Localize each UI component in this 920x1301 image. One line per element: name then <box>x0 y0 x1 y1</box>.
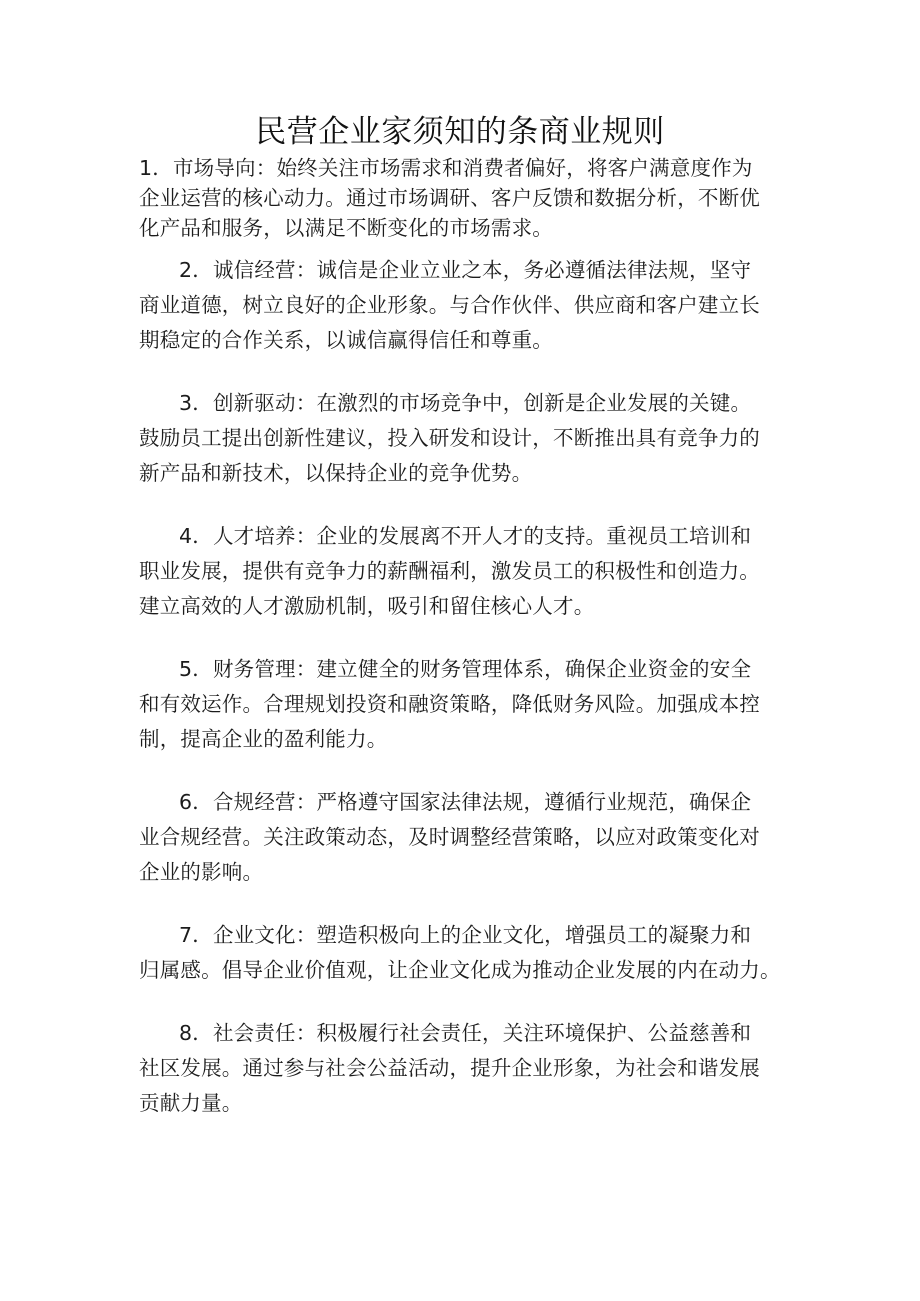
rule-7-line-2: 归属感。倡导企业价值观，让企业文化成为推动企业发展的内在动力。 <box>139 958 781 982</box>
rule-2-paragraph <box>139 253 789 358</box>
rule-3-line-1: 3．创新驱动：在激烈的市场竞争中，创新是企业发展的关键。 <box>179 391 752 415</box>
document-title: 民营企业家须知的条商业规则 <box>255 114 665 150</box>
rule-8-paragraph <box>139 1016 789 1121</box>
rule-1-paragraph <box>139 153 789 243</box>
rule-8-line-2: 社区发展。通过参与社会公益活动，提升企业形象，为社会和谐发展 <box>139 1056 760 1080</box>
rule-4-line-2: 职业发展，提供有竞争力的薪酬福利，激发员工的积极性和创造力。 <box>139 559 760 583</box>
rule-5-paragraph <box>139 652 789 757</box>
rule-3-line-3: 新产品和新技术，以保持企业的竞争优势。 <box>139 461 533 485</box>
rule-7-line-1: 7．企业文化：塑造积极向上的企业文化，增强员工的凝聚力和 <box>179 923 752 947</box>
rule-5-line-3: 制，提高企业的盈利能力。 <box>139 727 388 751</box>
rule-6-line-1: 6．合规经营：严格遵守国家法律法规，遵循行业规范，确保企 <box>179 790 752 814</box>
rule-4-line-3: 建立高效的人才激励机制，吸引和留住核心人才。 <box>139 594 595 618</box>
rule-6-line-3: 企业的影响。 <box>139 860 264 884</box>
rule-5-line-2: 和有效运作。合理规划投资和融资策略，降低财务风险。加强成本控 <box>139 692 760 716</box>
rule-1-line-3: 化产品和服务，以满足不断变化的市场需求。 <box>139 216 553 240</box>
rule-2-line-3: 期稳定的合作关系，以诚信赢得信任和尊重。 <box>139 328 553 352</box>
rule-2-line-2: 商业道德，树立良好的企业形象。与合作伙伴、供应商和客户建立长 <box>139 293 760 317</box>
rule-4-paragraph <box>139 519 789 624</box>
rule-6-paragraph <box>139 785 789 890</box>
rule-8-line-3: 贡献力量。 <box>139 1091 243 1115</box>
rule-1-line-2: 企业运营的核心动力。通过市场调研、客户反馈和数据分析，不断优 <box>139 186 760 210</box>
rule-1-line-1: 1．市场导向：始终关注市场需求和消费者偏好，将客户满意度作为 <box>139 156 753 180</box>
rule-3-line-2: 鼓励员工提出创新性建议，投入研发和设计，不断推出具有竞争力的 <box>139 426 760 450</box>
rule-4-line-1: 4．人才培养：企业的发展离不开人才的支持。重视员工培训和 <box>179 524 752 548</box>
rule-5-line-1: 5．财务管理：建立健全的财务管理体系，确保企业资金的安全 <box>179 657 752 681</box>
rule-6-line-2: 业合规经营。关注政策动态，及时调整经营策略，以应对政策变化对 <box>139 825 760 849</box>
rule-7-paragraph <box>139 918 789 988</box>
rule-2-line-1: 2．诚信经营：诚信是企业立业之本，务必遵循法律法规，坚守 <box>179 258 752 282</box>
rule-8-line-1: 8．社会责任：积极履行社会责任，关注环境保护、公益慈善和 <box>179 1021 752 1045</box>
rule-3-paragraph <box>139 386 789 491</box>
